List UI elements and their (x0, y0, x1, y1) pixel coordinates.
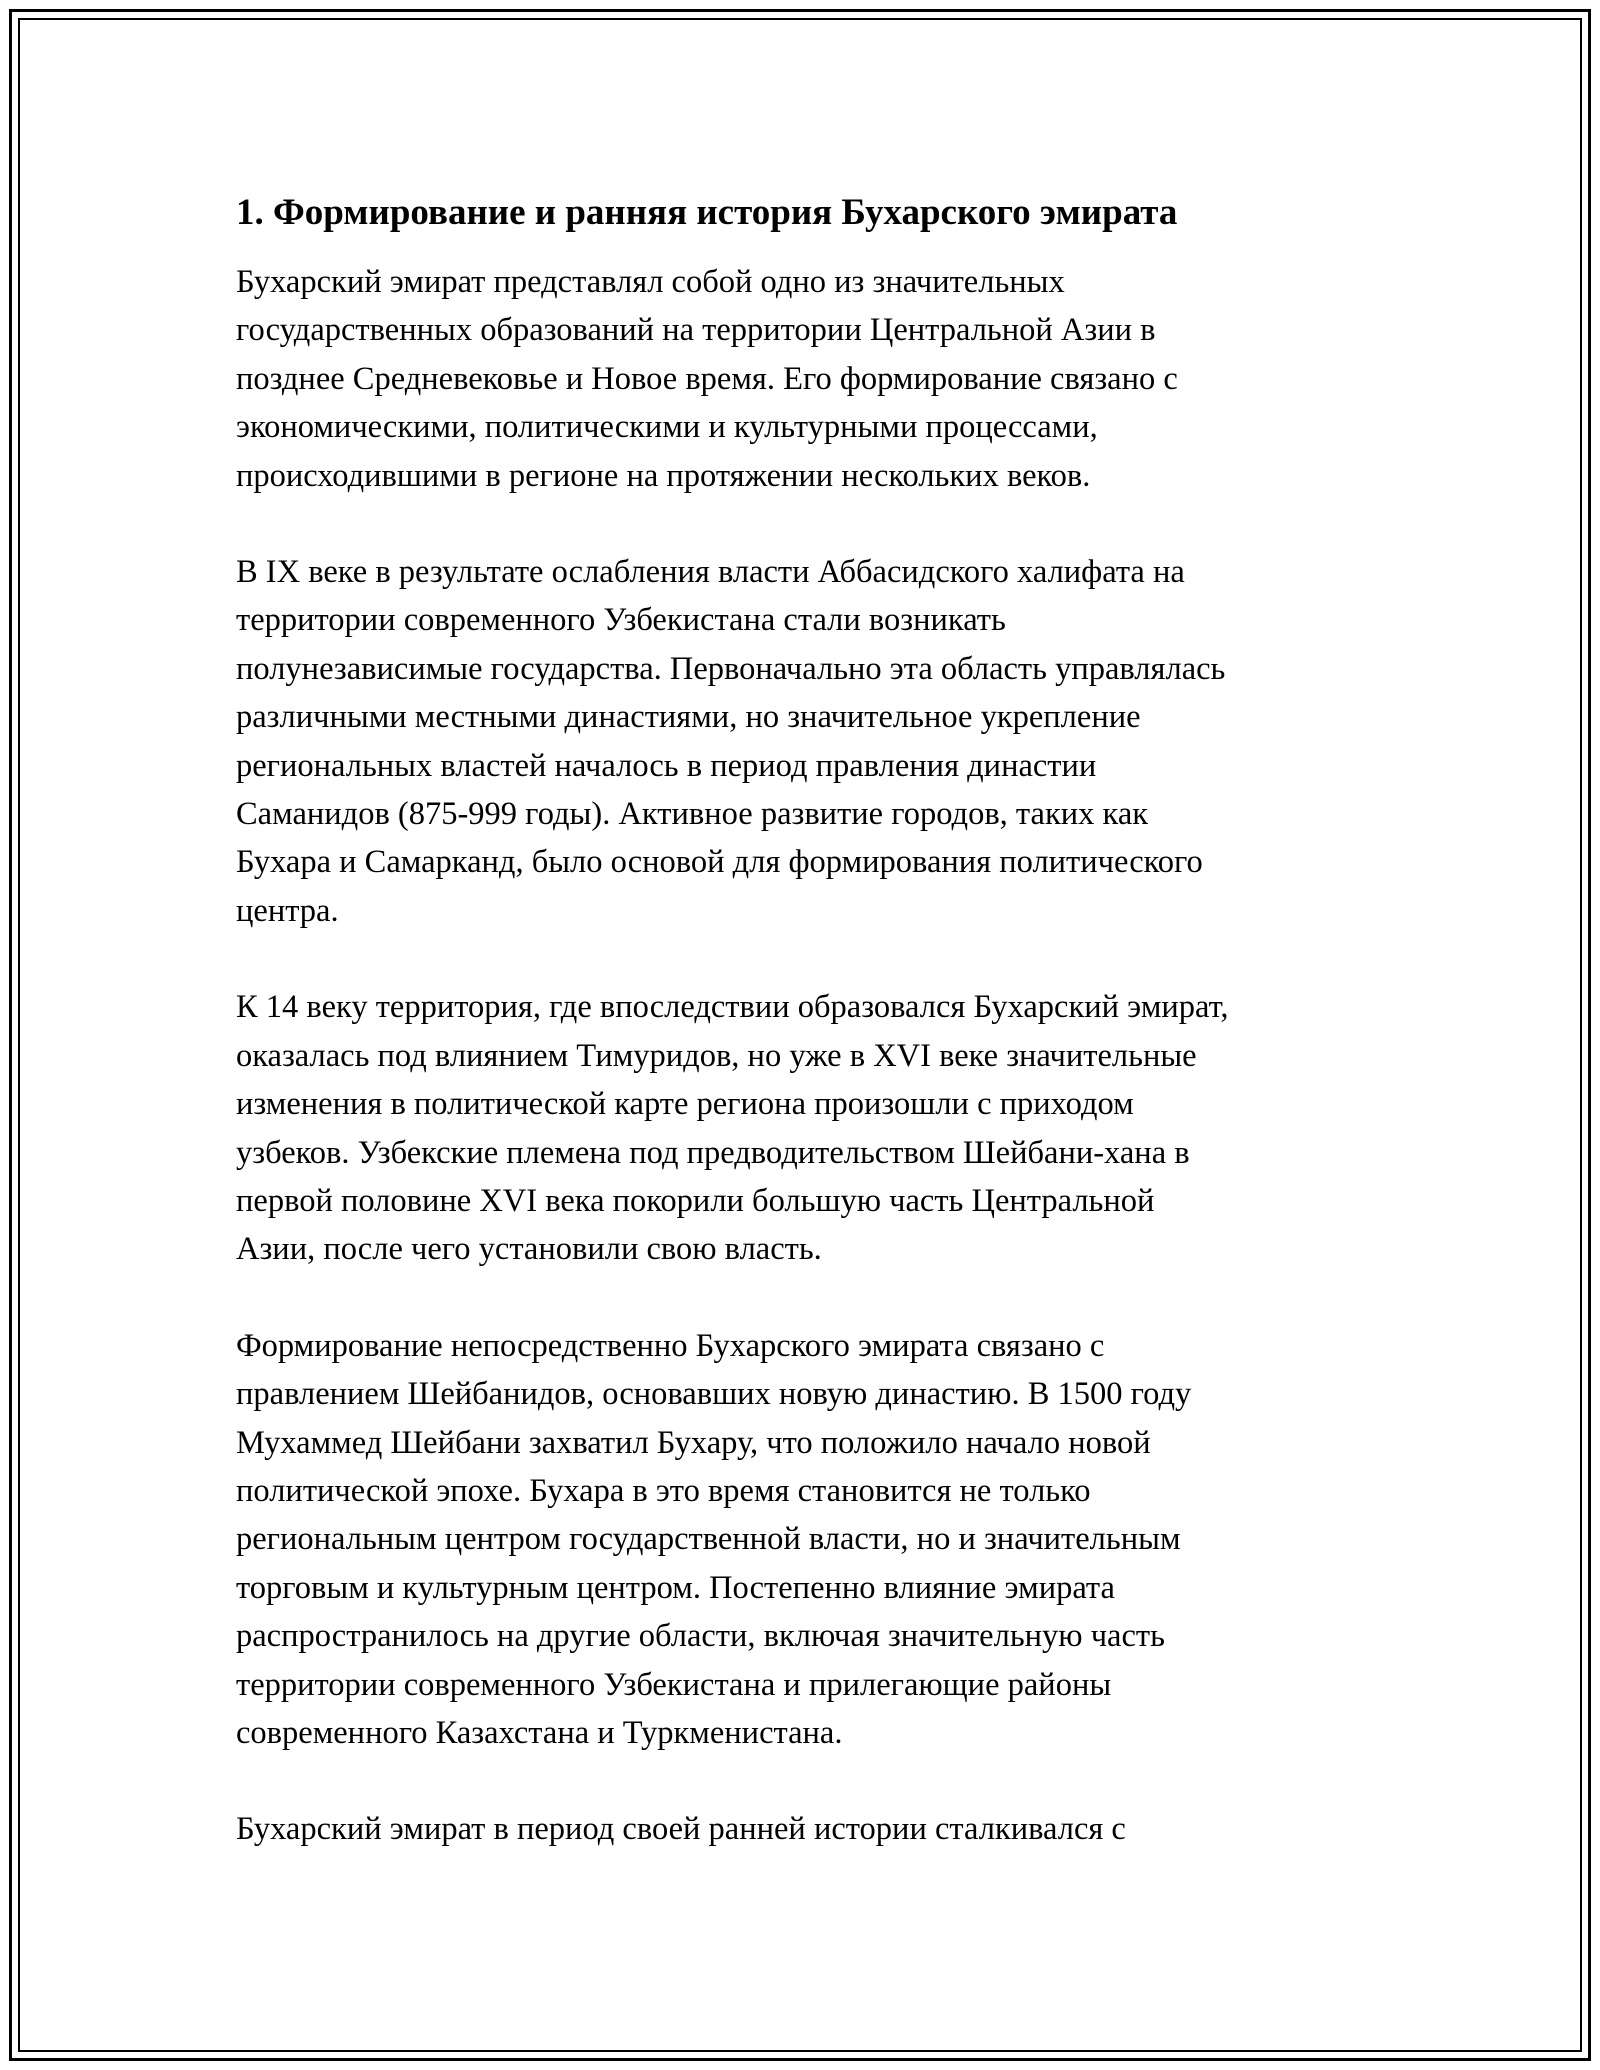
paragraph-2 (236, 548, 1386, 935)
text-line: Мухаммед Шейбани захватил Бухару, что положило начало новой (236, 1424, 1151, 1461)
paragraph-5 (236, 1805, 1386, 1853)
document-body (236, 188, 1386, 1902)
text-line: полунезависимые государства. Первоначально эта область управлялась (236, 650, 1226, 687)
text-line: К 14 веку территория, где впоследствии образовался Бухарский эмират, (236, 989, 1229, 1026)
text-line: современного Казахстана и Туркменистана. (236, 1714, 843, 1751)
text-line: региональным центром государственной власти, но и значительным (236, 1521, 1181, 1558)
text-line: государственных образований на территории Центральной Азии в (236, 312, 1156, 349)
text-line: первой половине XVI века покорили большую часть Центральной (236, 1182, 1155, 1219)
paragraph-1 (236, 258, 1386, 500)
text-line: территории современного Узбекистана стали возникать (236, 602, 1006, 639)
text-line: правлением Шейбанидов, основавших новую династию. В 1500 году (236, 1376, 1192, 1413)
text-line: происходившими в регионе на протяжении нескольких веков. (236, 457, 1091, 494)
paragraph-4 (236, 1322, 1386, 1758)
text-line: Азии, после чего установили свою власть. (236, 1231, 822, 1268)
text-line: экономическими, политическими и культурными процессами, (236, 409, 1098, 446)
text-line: оказалась под влиянием Тимуридов, но уже в XVI веке значительные (236, 1037, 1197, 1074)
text-line: В IX веке в результате ослабления власти Аббасидского халифата на (236, 554, 1185, 591)
text-line: центра. (236, 892, 339, 929)
text-line: распространилось на другие области, включая значительную часть (236, 1618, 1165, 1655)
section-title: 1. Формирование и ранняя история Бухарского эмирата (236, 192, 1178, 233)
text-line: Саманидов (875-999 годы). Активное развитие городов, таких как (236, 796, 1149, 833)
text-line: Формирование непосредственно Бухарского эмирата связано с (236, 1327, 1105, 1364)
text-line: изменения в политической карте региона произошли с приходом (236, 1086, 1134, 1123)
text-line: территории современного Узбекистана и прилегающие районы (236, 1666, 1112, 1703)
text-line: Бухара и Самарканд, было основой для формирования политического (236, 844, 1203, 881)
text-line: региональных властей началось в период правления династии (236, 747, 1097, 784)
text-line: узбеков. Узбекские племена под предводительством Шейбани-хана в (236, 1134, 1190, 1171)
text-line: Бухарский эмират в период своей ранней истории сталкивался с (236, 1811, 1126, 1848)
paragraph-3 (236, 983, 1386, 1273)
text-line: Бухарский эмират представлял собой одно из значительных (236, 264, 1065, 300)
text-line: различными местными династиями, но значительное укрепление (236, 699, 1141, 736)
text-line: позднее Средневековье и Новое время. Его формирование связано с (236, 360, 1178, 397)
text-line: торговым и культурным центром. Постепенно влияние эмирата (236, 1569, 1115, 1606)
text-line: политической эпохе. Бухара в это время становится не только (236, 1472, 1091, 1509)
